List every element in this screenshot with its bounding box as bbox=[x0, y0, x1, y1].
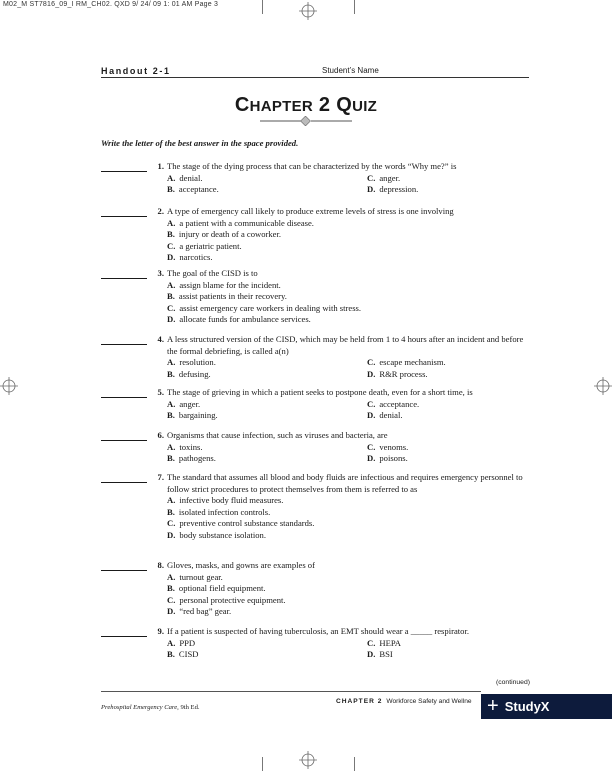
option-text: turnout gear. bbox=[179, 571, 223, 582]
title-ornament bbox=[260, 116, 352, 126]
option-letter: A. bbox=[167, 571, 176, 582]
option-letter: C. bbox=[167, 594, 176, 605]
option bbox=[167, 595, 531, 607]
option-text: poisons. bbox=[379, 453, 408, 464]
option bbox=[167, 252, 531, 264]
option-text: optional field equipment. bbox=[178, 583, 266, 594]
studyx-logo-text: StudyX bbox=[504, 699, 550, 714]
answer-options bbox=[167, 173, 531, 196]
option-letter: D. bbox=[367, 453, 376, 464]
option-letter: B. bbox=[167, 410, 175, 421]
option-text: infective body fluid measures. bbox=[179, 495, 284, 506]
option-text: “red bag” gear. bbox=[179, 606, 232, 617]
option bbox=[167, 399, 367, 411]
option-letter: A. bbox=[167, 398, 176, 409]
question-number: 7. bbox=[157, 472, 164, 482]
option-letter: D. bbox=[367, 184, 376, 195]
option bbox=[167, 638, 367, 650]
option-text: preventive control substance standards. bbox=[179, 518, 315, 529]
option-letter: D. bbox=[167, 529, 176, 540]
option bbox=[167, 173, 367, 185]
answer-options bbox=[167, 357, 531, 380]
crop-mark bbox=[262, 0, 263, 14]
option bbox=[167, 410, 367, 422]
option-text: toxins. bbox=[179, 441, 203, 452]
option bbox=[167, 583, 531, 595]
question-6 bbox=[101, 430, 531, 465]
print-slug: M02_M ST7816_09_I RM_CH02. QXD 9/ 24/ 09 1: 01 AM Page 3 bbox=[3, 1, 219, 8]
option bbox=[167, 453, 367, 465]
option bbox=[167, 649, 367, 661]
question-stem: The goal of the CISD is to bbox=[167, 268, 258, 278]
option-text: PPD bbox=[179, 637, 196, 648]
page-title: CHAPTER 2 QUIZ bbox=[234, 94, 378, 116]
book-title: Prehospital Emergency Care, 9th Ed. bbox=[101, 704, 200, 711]
crop-mark bbox=[262, 757, 263, 771]
option bbox=[167, 241, 531, 253]
option-letter: A. bbox=[167, 495, 176, 506]
option-letter: B. bbox=[167, 291, 175, 302]
option bbox=[367, 357, 446, 369]
crop-mark bbox=[354, 757, 355, 771]
option-row bbox=[167, 638, 531, 650]
question-stem: A type of emergency call likely to produce extreme levels of stress is one involving bbox=[167, 206, 454, 216]
option-row bbox=[167, 649, 531, 661]
option bbox=[167, 314, 531, 326]
option bbox=[167, 518, 531, 530]
option-letter: D. bbox=[167, 606, 176, 617]
chapter-footer: CHAPTER 2 Workforce Safety and Wellne bbox=[336, 698, 472, 705]
crop-mark bbox=[354, 0, 355, 14]
question-stem: The stage of grieving in which a patient seeks to postpone death, even for a short time, is bbox=[167, 387, 473, 397]
option-letter: D. bbox=[167, 252, 176, 263]
option bbox=[167, 572, 531, 584]
instructions: Write the letter of the best answer in the space provided. bbox=[101, 138, 299, 148]
question-5 bbox=[101, 387, 531, 422]
header-rule bbox=[101, 77, 529, 78]
registration-mark-top bbox=[299, 2, 317, 20]
option-letter: A. bbox=[167, 172, 176, 183]
option-letter: C. bbox=[367, 398, 376, 409]
answer-blank[interactable] bbox=[101, 216, 147, 217]
option bbox=[367, 442, 408, 454]
option-text: a patient with a communicable disease. bbox=[179, 217, 314, 228]
answer-blank[interactable] bbox=[101, 482, 147, 483]
option-letter: C. bbox=[367, 441, 376, 452]
option-text: anger. bbox=[379, 172, 401, 183]
option bbox=[167, 218, 531, 230]
answer-options bbox=[167, 399, 531, 422]
option bbox=[367, 184, 418, 196]
option-text: pathogens. bbox=[178, 453, 216, 464]
answer-blank[interactable] bbox=[101, 440, 147, 441]
option-letter: A. bbox=[167, 217, 176, 228]
option-letter: B. bbox=[167, 583, 175, 594]
option-text: assist emergency care workers in dealing with stress. bbox=[179, 302, 362, 313]
option-letter: B. bbox=[167, 453, 175, 464]
question-stem: Organisms that cause infection, such as viruses and bacteria, are bbox=[167, 430, 388, 440]
question-1 bbox=[101, 161, 531, 196]
option-text: assist patients in their recovery. bbox=[178, 291, 287, 302]
option-text: anger. bbox=[179, 398, 201, 409]
option-row bbox=[167, 184, 531, 196]
option-text: resolution. bbox=[179, 357, 216, 368]
option bbox=[167, 369, 367, 381]
option-letter: A. bbox=[167, 441, 176, 452]
question-stem: A less structured version of the CISD, which may be held from 1 to 4 hours after an incident and before the formal debriefing, is called a(n) bbox=[167, 334, 524, 356]
answer-blank[interactable] bbox=[101, 171, 147, 172]
option bbox=[167, 606, 531, 618]
option-text: bargaining. bbox=[178, 410, 218, 421]
question-number: 5. bbox=[157, 387, 164, 397]
question-7 bbox=[101, 472, 531, 542]
option-text: allocate funds for ambulance services. bbox=[179, 314, 311, 325]
option-text: injury or death of a coworker. bbox=[178, 229, 282, 240]
option-letter: C. bbox=[367, 637, 376, 648]
option-text: BSI bbox=[379, 649, 393, 660]
option-text: a geriatric patient. bbox=[179, 240, 242, 251]
option bbox=[167, 229, 531, 241]
answer-options bbox=[167, 218, 531, 264]
option bbox=[367, 410, 403, 422]
option-text: CISD bbox=[178, 649, 199, 660]
plus-icon: + bbox=[487, 695, 499, 717]
answer-blank[interactable] bbox=[101, 397, 147, 398]
answer-blank[interactable] bbox=[101, 636, 147, 637]
option bbox=[167, 280, 531, 292]
option-text: denial. bbox=[179, 172, 203, 183]
option-letter: C. bbox=[367, 357, 376, 368]
option-letter: B. bbox=[167, 649, 175, 660]
option bbox=[167, 530, 531, 542]
option-letter: D. bbox=[367, 368, 376, 379]
option bbox=[167, 442, 367, 454]
question-number: 3. bbox=[157, 268, 164, 278]
option-letter: B. bbox=[167, 368, 175, 379]
question-number: 6. bbox=[157, 430, 164, 440]
option-letter: A. bbox=[167, 279, 176, 290]
registration-mark-bottom bbox=[299, 751, 317, 769]
registration-mark-left bbox=[0, 377, 18, 395]
question-9 bbox=[101, 626, 531, 661]
option-row bbox=[167, 453, 531, 465]
answer-options bbox=[167, 638, 531, 661]
option bbox=[167, 495, 531, 507]
option bbox=[367, 399, 419, 411]
option-letter: D. bbox=[367, 649, 376, 660]
question-2 bbox=[101, 206, 531, 264]
question-stem: If a patient is suspected of having tuberculosis, an EMT should wear a _____ respirator. bbox=[167, 626, 469, 636]
option-text: assign blame for the incident. bbox=[179, 279, 281, 290]
option bbox=[367, 453, 408, 465]
footer-rule bbox=[101, 691, 481, 692]
question-number: 4. bbox=[157, 334, 164, 344]
option-text: isolated infection controls. bbox=[178, 506, 271, 517]
option-text: HEPA bbox=[379, 637, 402, 648]
handout-label: Handout 2-1 bbox=[101, 66, 171, 76]
option-letter: C. bbox=[167, 240, 176, 251]
option bbox=[167, 507, 531, 519]
answer-blank[interactable] bbox=[101, 278, 147, 279]
option-row bbox=[167, 442, 531, 454]
option-row bbox=[167, 357, 531, 369]
option bbox=[367, 649, 393, 661]
question-stem: Gloves, masks, and gowns are examples of bbox=[167, 560, 315, 570]
studyx-badge[interactable] bbox=[481, 694, 612, 719]
answer-options bbox=[167, 442, 531, 465]
registration-mark-right bbox=[594, 377, 612, 395]
option-text: escape mechanism. bbox=[379, 357, 446, 368]
option-letter: D. bbox=[167, 314, 176, 325]
option-letter: C. bbox=[167, 518, 176, 529]
option bbox=[367, 638, 401, 650]
continued-label: (continued) bbox=[495, 679, 530, 686]
question-stem: The standard that assumes all blood and body fluids are infectious and requires emergency personnel to follow strict procedures to protect themselves from them is referred to as bbox=[167, 472, 523, 494]
option-letter: D. bbox=[367, 410, 376, 421]
question-4 bbox=[101, 334, 531, 380]
option bbox=[367, 173, 400, 185]
student-name-label: Student’s Name bbox=[322, 66, 379, 75]
option-row bbox=[167, 369, 531, 381]
answer-options bbox=[167, 572, 531, 618]
question-8 bbox=[101, 560, 531, 618]
option-text: personal protective equipment. bbox=[179, 594, 286, 605]
answer-blank[interactable] bbox=[101, 570, 147, 571]
option-text: acceptance. bbox=[178, 184, 219, 195]
question-number: 1. bbox=[157, 161, 164, 171]
question-number: 2. bbox=[157, 206, 164, 216]
question-number: 9. bbox=[157, 626, 164, 636]
option-letter: C. bbox=[167, 302, 176, 313]
option-text: body substance isolation. bbox=[179, 529, 267, 540]
option bbox=[167, 184, 367, 196]
answer-options bbox=[167, 495, 531, 541]
option-text: venoms. bbox=[379, 441, 409, 452]
option bbox=[167, 303, 531, 315]
answer-blank[interactable] bbox=[101, 344, 147, 345]
question-stem: The stage of the dying process that can be characterized by the words “Why me?” is bbox=[167, 161, 457, 171]
option-text: narcotics. bbox=[179, 252, 213, 263]
option-text: defusing. bbox=[178, 368, 211, 379]
option-letter: C. bbox=[367, 172, 376, 183]
option-letter: B. bbox=[167, 229, 175, 240]
option-text: acceptance. bbox=[379, 398, 420, 409]
option-letter: A. bbox=[167, 637, 176, 648]
option-letter: B. bbox=[167, 184, 175, 195]
option-letter: B. bbox=[167, 506, 175, 517]
option-row bbox=[167, 410, 531, 422]
question-number: 8. bbox=[157, 560, 164, 570]
option bbox=[367, 369, 428, 381]
option bbox=[167, 291, 531, 303]
option-text: R&R process. bbox=[379, 368, 428, 379]
question-3 bbox=[101, 268, 531, 326]
option bbox=[167, 357, 367, 369]
option-text: depression. bbox=[379, 184, 419, 195]
answer-options bbox=[167, 280, 531, 326]
option-letter: A. bbox=[167, 357, 176, 368]
option-row bbox=[167, 399, 531, 411]
option-row bbox=[167, 173, 531, 185]
option-text: denial. bbox=[379, 410, 403, 421]
